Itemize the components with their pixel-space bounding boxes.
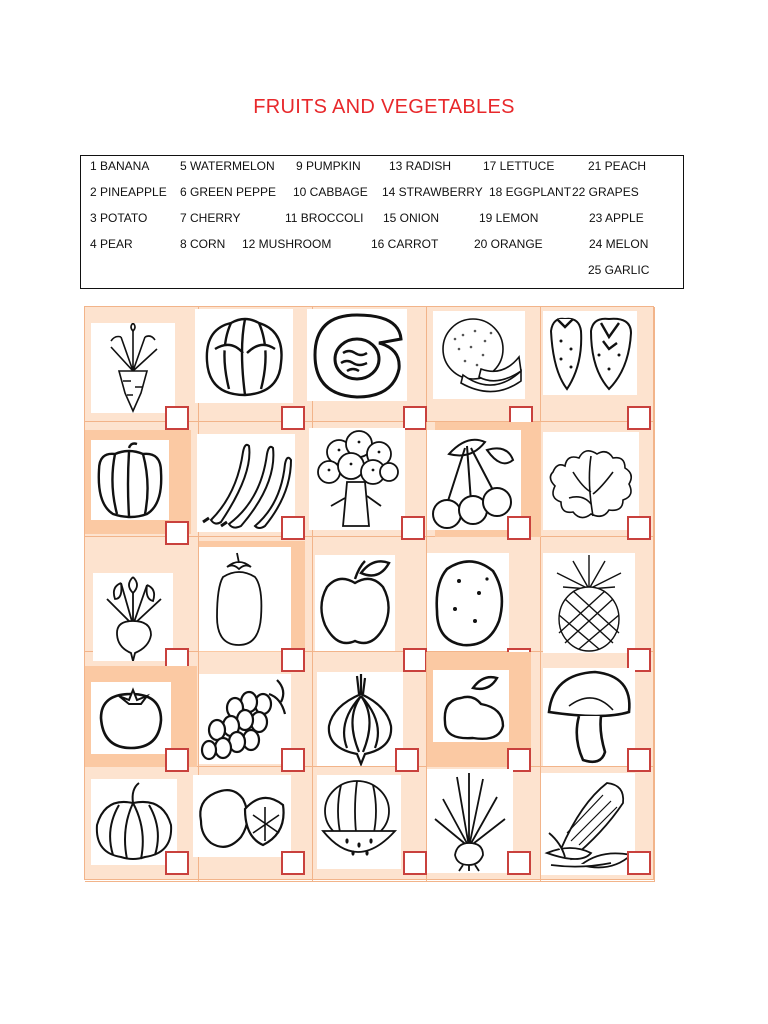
- word-item: 7 CHERRY: [180, 211, 241, 225]
- green-pepper-icon: [91, 440, 169, 520]
- cabbage-icon: [195, 309, 293, 403]
- apple-icon: [315, 555, 395, 651]
- picture-frame: [543, 311, 637, 395]
- carrot-icon: [91, 323, 175, 413]
- word-item: 23 APPLE: [589, 211, 644, 225]
- answer-checkbox[interactable]: [627, 851, 651, 875]
- grid-cell: [313, 767, 427, 882]
- answer-checkbox[interactable]: [403, 851, 427, 875]
- grid-cell: [199, 422, 313, 537]
- peach-icon: [307, 309, 407, 401]
- word-item: 4 PEAR: [90, 237, 133, 251]
- pineapple-icon: [543, 553, 635, 653]
- picture-frame: [199, 674, 291, 764]
- grid-cell: [427, 537, 541, 652]
- picture-frame: [427, 430, 521, 530]
- tomato-icon: [91, 682, 171, 754]
- word-item: 1 BANANA: [90, 159, 150, 173]
- picture-frame: [315, 555, 395, 651]
- grid-cell: [85, 652, 199, 767]
- word-item: 20 ORANGE: [474, 237, 543, 251]
- picture-frame: [543, 668, 635, 766]
- word-item: 17 LETTUCE: [483, 159, 555, 173]
- broccoli-icon: [309, 428, 405, 530]
- word-item: 11 BROCCOLI: [285, 211, 364, 225]
- word-item: 10 CABBAGE: [293, 185, 368, 199]
- picture-frame: [433, 311, 525, 399]
- picture-frame: [91, 323, 175, 413]
- grid-cell: [85, 537, 199, 652]
- word-item: 13 RADISH: [389, 159, 452, 173]
- answer-checkbox[interactable]: [507, 851, 531, 875]
- picture-frame: [543, 553, 635, 653]
- word-item: 5 WATERMELON: [180, 159, 275, 173]
- grid-cell: [541, 652, 655, 767]
- word-item: 24 MELON: [589, 237, 649, 251]
- word-item: 15 ONION: [383, 211, 440, 225]
- word-item: 14 STRAWBERRY: [382, 185, 483, 199]
- grid-cell: [427, 307, 541, 422]
- pear-icon: [433, 670, 509, 742]
- grid-cell: [85, 767, 199, 882]
- grid-cell: [313, 422, 427, 537]
- picture-frame: [543, 432, 639, 530]
- picture-frame: [541, 773, 635, 875]
- mushroom-icon: [543, 668, 635, 766]
- word-item: 16 CARROT: [371, 237, 439, 251]
- picture-frame: [433, 670, 509, 742]
- grid-cell: [427, 767, 541, 882]
- word-item: 21 PEACH: [588, 159, 647, 173]
- grid-cell: [427, 422, 541, 537]
- watermelon-icon: [317, 775, 401, 869]
- grid-cell: [199, 767, 313, 882]
- picture-frame: [427, 553, 509, 651]
- word-item: 2 PINEAPPLE: [90, 185, 167, 199]
- picture-frame: [317, 672, 403, 766]
- lemon-icon: [193, 775, 291, 857]
- grid-cell: [313, 307, 427, 422]
- picture-frame: [317, 775, 401, 869]
- grid-cell: [199, 537, 313, 652]
- grapes-icon: [199, 674, 291, 764]
- grid-cell: [199, 652, 313, 767]
- picture-frame: [91, 440, 169, 520]
- picture-frame: [193, 775, 291, 857]
- word-item: 9 PUMPKIN: [296, 159, 361, 173]
- grid-cell: [541, 422, 655, 537]
- garlic-icon: [427, 769, 513, 873]
- melon-icon: [433, 311, 525, 399]
- word-item: 3 POTATO: [90, 211, 148, 225]
- onion-icon: [317, 672, 403, 766]
- strawberry-icon: [543, 311, 637, 395]
- grid-cell: [541, 767, 655, 882]
- grid-cell: [85, 307, 199, 422]
- picture-frame: [199, 547, 291, 651]
- word-item: 19 LEMON: [479, 211, 539, 225]
- corn-icon: [541, 773, 635, 875]
- picture-frame: [91, 682, 171, 754]
- picture-frame: [195, 309, 293, 403]
- grid-cell: [541, 537, 655, 652]
- picture-frame: [427, 769, 513, 873]
- word-item: 18 EGGPLANT: [489, 185, 572, 199]
- radish-icon: [93, 573, 173, 661]
- lettuce-icon: [543, 432, 639, 530]
- word-item: 8 CORN: [180, 237, 226, 251]
- picture-frame: [93, 573, 173, 661]
- eggplant-icon: [199, 547, 291, 651]
- word-item: 12 MUSHROOM: [242, 237, 332, 251]
- grid-cell: [313, 652, 427, 767]
- grid-cell: [541, 307, 655, 422]
- grid-cell: [85, 422, 199, 537]
- page-title: FRUITS AND VEGETABLES: [253, 96, 515, 118]
- grid-cell: [199, 307, 313, 422]
- answer-checkbox[interactable]: [165, 851, 189, 875]
- word-item: 25 GARLIC: [588, 263, 650, 277]
- word-list-box: [80, 155, 684, 289]
- potato-icon: [427, 553, 509, 651]
- grid-cell: [313, 537, 427, 652]
- picture-frame: [307, 309, 407, 401]
- grid-cell: [427, 652, 541, 767]
- word-item: 6 GREEN PEPPE: [180, 185, 277, 199]
- picture-frame: [309, 428, 405, 530]
- picture-grid: [84, 306, 654, 880]
- word-item: 22 GRAPES: [572, 185, 639, 199]
- cherry-icon: [427, 430, 521, 530]
- answer-checkbox[interactable]: [281, 851, 305, 875]
